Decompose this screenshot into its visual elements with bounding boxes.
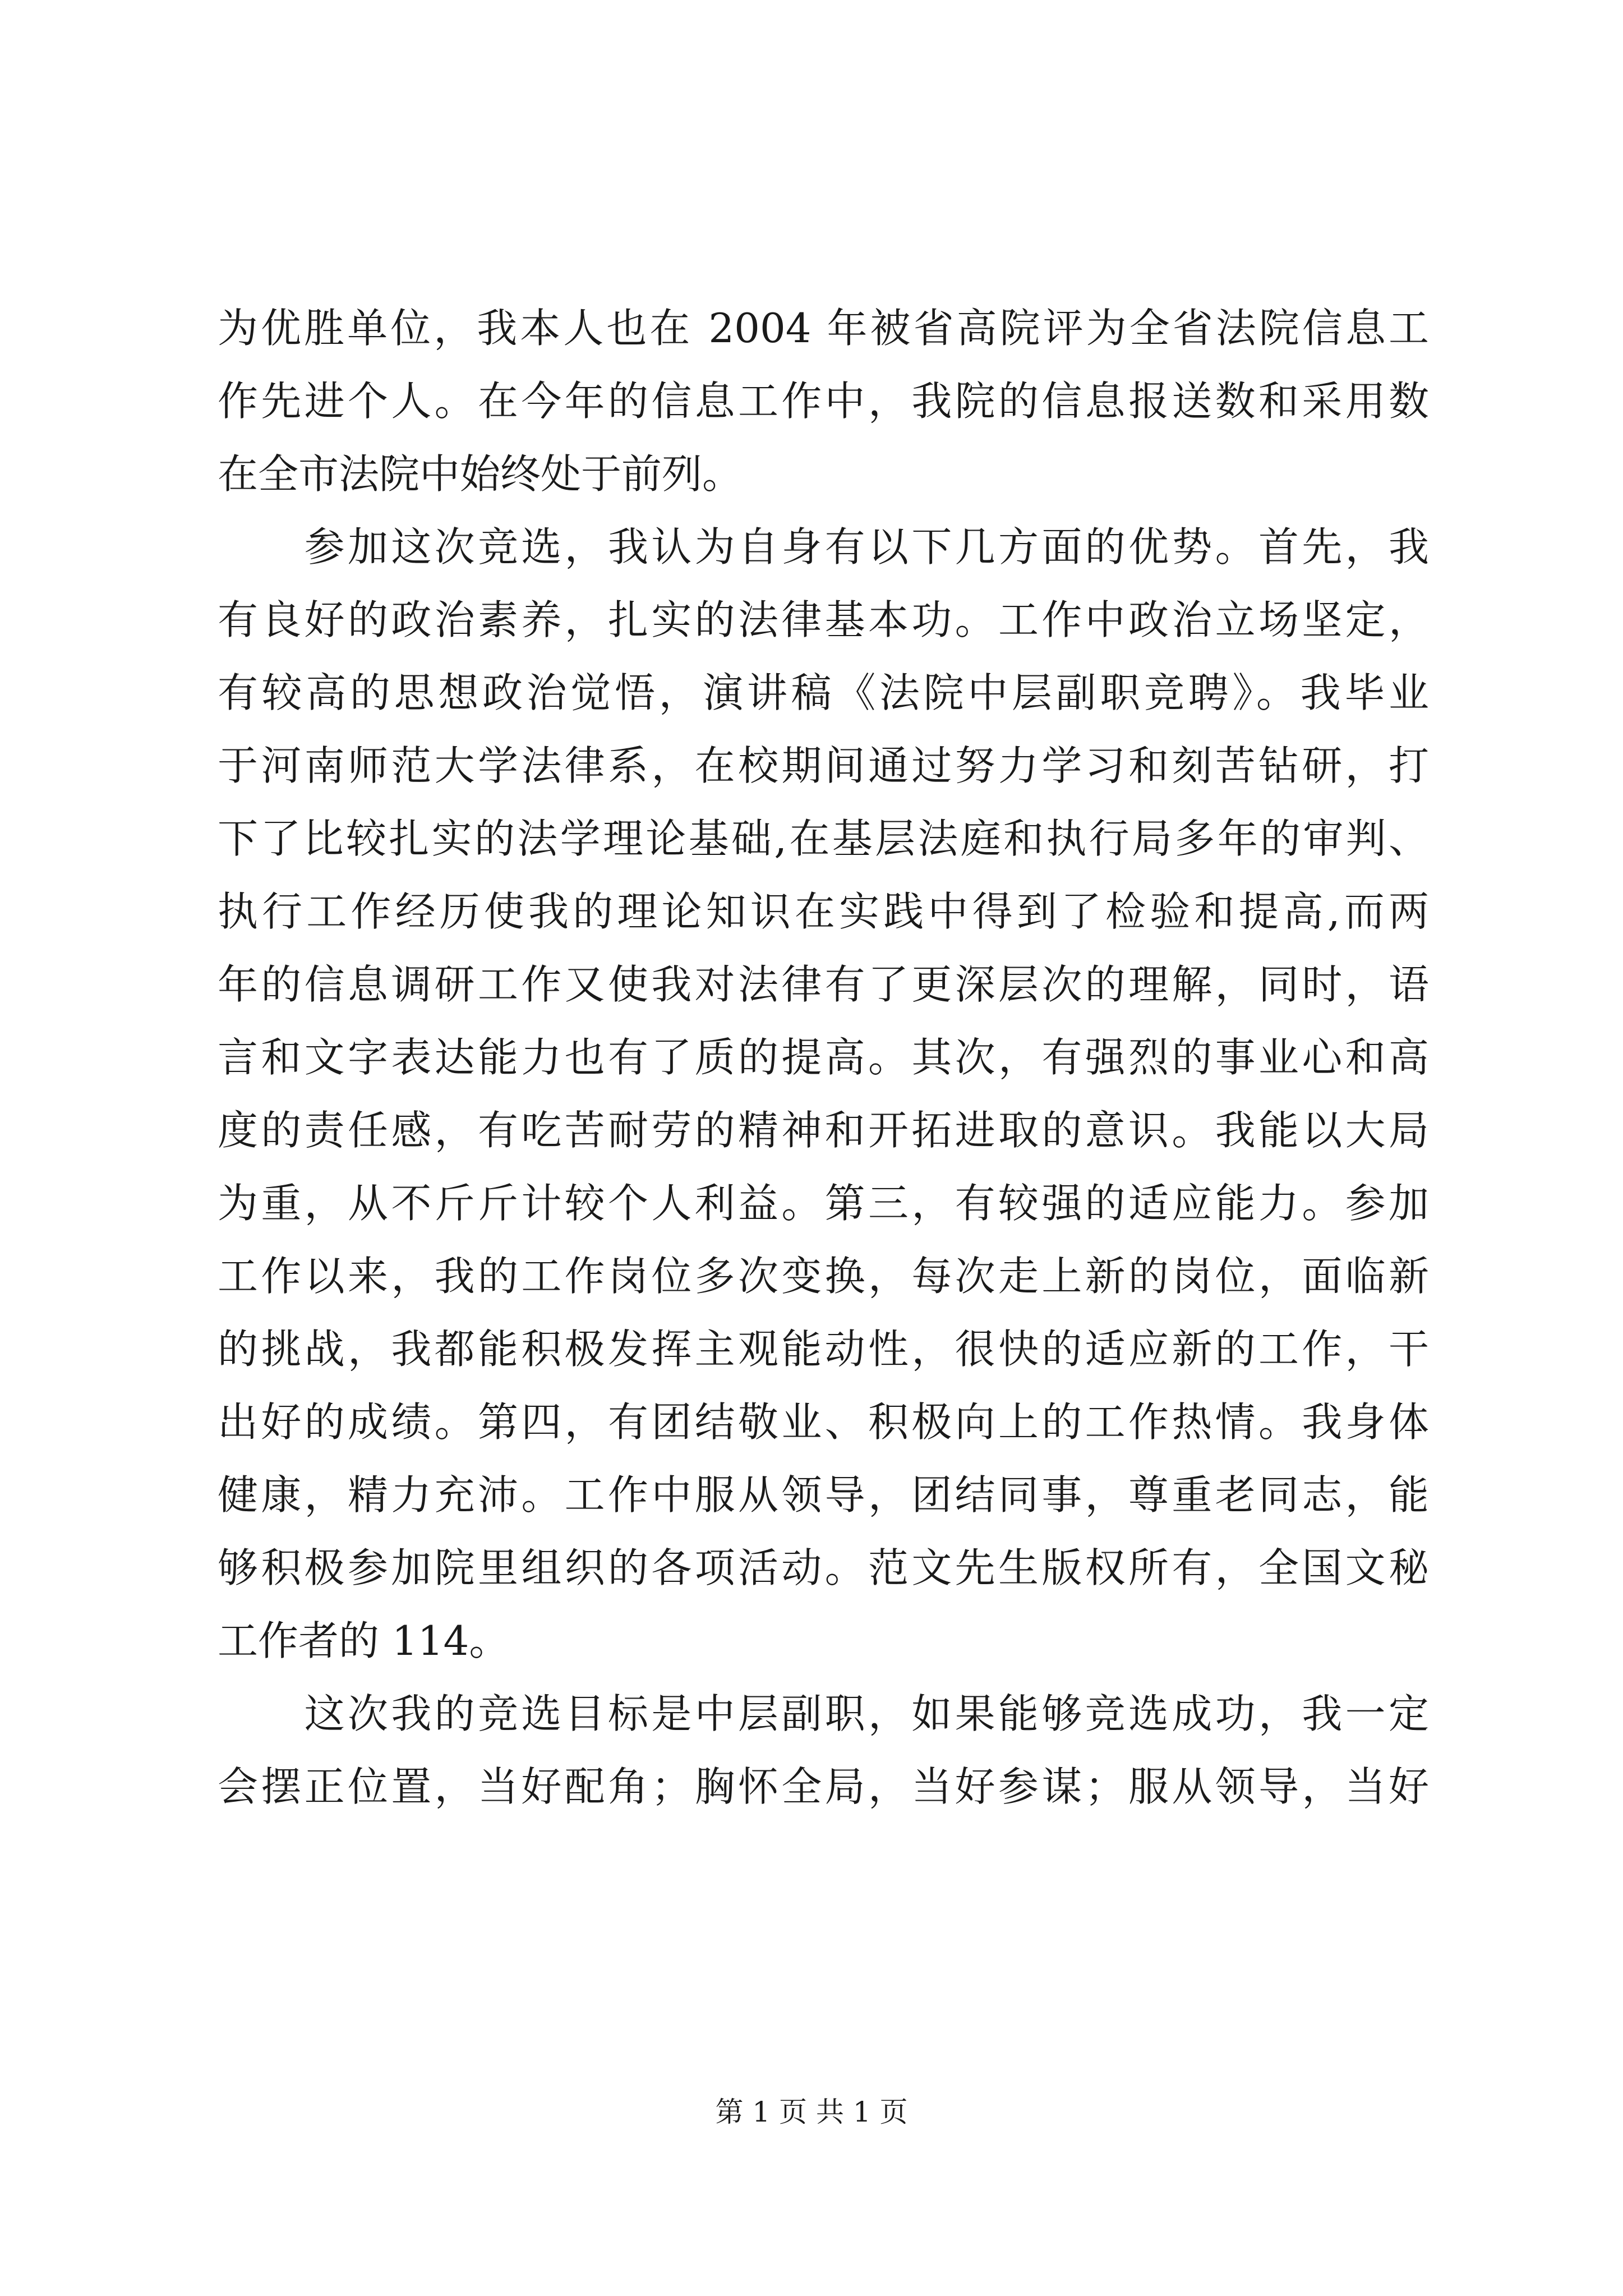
page-number-footer: 第 1 页 共 1 页	[715, 2096, 908, 2128]
text-line: 有良好的政治素养，扎实的法律基本功。工作中政治立场坚定，	[218, 596, 1429, 643]
text-line: 会摆正位置，当好配角；胸怀全局，当好参谋；服从领导，当好	[218, 1763, 1429, 1810]
text-line: 出好的成绩。第四，有团结敬业、积极向上的工作热情。我身体	[218, 1398, 1429, 1446]
text-line: 健康，精力充沛。工作中服从领导，团结同事，尊重老同志，能	[218, 1471, 1429, 1519]
text-line: 工作者的 114。	[218, 1617, 510, 1664]
text-line: 言和文字表达能力也有了质的提高。其次，有强烈的事业心和高	[218, 1034, 1429, 1081]
text-line: 下了比较扎实的法学理论基础,在基层法庭和执行局多年的审判、	[218, 815, 1429, 862]
text-line: 度的责任感，有吃苦耐劳的精神和开拓进取的意识。我能以大局	[218, 1107, 1429, 1154]
text-line: 作先进个人。在今年的信息工作中，我院的信息报送数和采用数	[218, 378, 1429, 425]
text-line: 的挑战，我都能积极发挥主观能动性，很快的适应新的工作，干	[218, 1326, 1429, 1373]
text-line: 够积极参加院里组织的各项活动。范文先生版权所有，全国文秘	[218, 1544, 1429, 1591]
text-line: 于河南师范大学法律系，在校期间通过努力学习和刻苦钻研，打	[218, 742, 1429, 789]
text-line: 在全市法院中始终处于前列。	[218, 450, 743, 498]
body-text	[218, 292, 1429, 1823]
text-line: 参加这次竞选，我认为自身有以下几方面的优势。首先，我	[218, 523, 1429, 570]
text-line: 执行工作经历使我的理论知识在实践中得到了检验和提高,而两	[218, 888, 1429, 935]
text-line: 工作以来，我的工作岗位多次变换，每次走上新的岗位，面临新	[218, 1253, 1429, 1300]
text-line: 为重，从不斤斤计较个人利益。第三，有较强的适应能力。参加	[218, 1180, 1429, 1227]
text-line: 为优胜单位，我本人也在 2004 年被省高院评为全省法院信息工	[218, 305, 1429, 352]
text-line: 这次我的竞选目标是中层副职，如果能够竞选成功，我一定	[218, 1690, 1429, 1737]
text-line: 年的信息调研工作又使我对法律有了更深层次的理解，同时，语	[218, 961, 1429, 1008]
text-line: 有较高的思想政治觉悟，演讲稿《法院中层副职竞聘》。我毕业	[218, 669, 1429, 716]
